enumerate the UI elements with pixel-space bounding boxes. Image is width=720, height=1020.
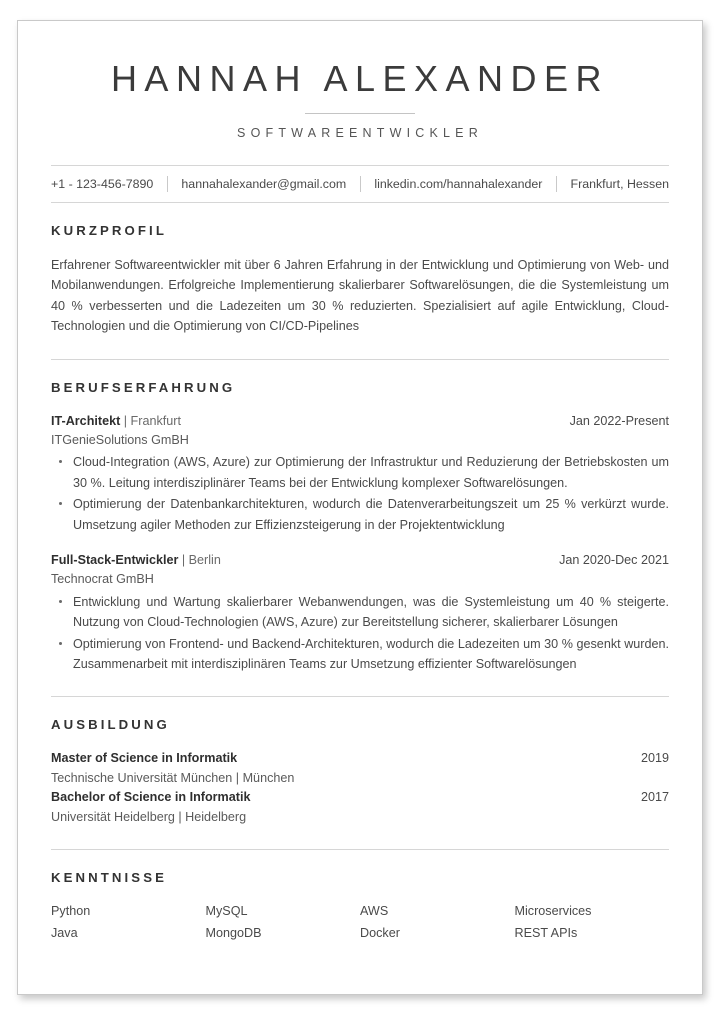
- contact-linkedin[interactable]: linkedin.com/hannahalexander: [374, 177, 543, 192]
- experience-bullet: Entwicklung und Wartung skalierbarer Webanwendungen, was die Systemleistung um 40 % steigerte. Nutzung von Cloud-Technologien (AWS, Azure) zur Bereitstellung sicherer, skalierbarer Lösungen: [51, 592, 669, 633]
- education-school: Technische Universität München | München: [51, 770, 295, 785]
- experience-company: Technocrat GmBH: [51, 571, 154, 586]
- experience-entry-header: [51, 412, 669, 431]
- education-entry-header: [51, 749, 669, 769]
- section-experience: [51, 360, 669, 675]
- education-degree: Master of Science in Informatik: [51, 751, 238, 766]
- resume-header: [51, 21, 669, 141]
- summary-text: Erfahrener Softwareentwickler mit über 6 Jahren Erfahrung in der Entwicklung und Optimierung von Web- und Mobilanwendungen. Erfolgreiche Implementierung skalierbarer Softwarelösungen, die die Systemleistung um 40 % verbesserten und die Ladezeiten um 30 % reduzierten. Spezialisiert auf agile Entwicklung, Cloud-Technologien und die Optimierung von CI/CD-Pipelines: [51, 258, 669, 334]
- skill-item: MongoDB: [205, 926, 262, 941]
- section-skills: [51, 850, 669, 943]
- experience-bullet: Optimierung von Frontend- und Backend-Architekturen, wodurch die Ladezeiten um 30 % gesenkt wurden. Zusammenarbeit mit interdisziplinären Teams zur Umsetzung effizienter Softwarelösungen: [51, 634, 669, 675]
- section-title-summary: KURZPROFIL: [51, 223, 167, 239]
- experience-location: | Berlin: [181, 552, 221, 567]
- education-entry: [51, 788, 669, 827]
- experience-role: Full-Stack-Entwickler: [51, 552, 179, 567]
- skill-item: REST APIs: [514, 926, 578, 941]
- header-accent-rule: [305, 113, 415, 114]
- experience-bullet: Optimierung der Datenbankarchitekturen, wodurch die Datenverarbeitungszeit um 25 % verkürzt wurde. Umsetzung agiler Methoden zur Effizienzsteigerung in der Projektentwicklung: [51, 494, 669, 535]
- education-year: 2019: [640, 751, 669, 766]
- section-title-education: AUSBILDUNG: [51, 717, 170, 733]
- experience-entry: [51, 551, 669, 674]
- experience-role-line: [51, 412, 181, 431]
- skills-grid: [51, 902, 669, 943]
- skill-item: MySQL: [205, 904, 248, 919]
- contact-phone[interactable]: +1 - 123-456-7890: [51, 177, 154, 192]
- experience-entry: [51, 412, 669, 535]
- skill-item: Docker: [360, 926, 400, 941]
- skill-item: Microservices: [514, 904, 592, 919]
- experience-date: Jan 2022-Present: [569, 413, 669, 428]
- skill-item: Java: [51, 926, 78, 941]
- skill-item: AWS: [360, 904, 389, 919]
- education-entry-header: [51, 788, 669, 808]
- section-education: [51, 697, 669, 827]
- contact-location: Frankfurt, Hessen: [570, 177, 669, 192]
- contact-bar: [51, 165, 669, 203]
- experience-location: | Frankfurt: [123, 413, 181, 428]
- skill-item: Python: [51, 904, 91, 919]
- experience-company: ITGenieSolutions GmBH: [51, 432, 189, 447]
- candidate-job-title: SOFTWAREENTWICKLER: [237, 126, 483, 141]
- experience-date: Jan 2020-Dec 2021: [559, 552, 669, 567]
- experience-bullet-list: [51, 452, 669, 535]
- contact-divider: [360, 176, 361, 192]
- section-title-experience: BERUFSERFAHRUNG: [51, 379, 236, 395]
- education-year: 2017: [640, 790, 669, 805]
- education-school: Universität Heidelberg | Heidelberg: [51, 809, 247, 824]
- contact-email[interactable]: hannahalexander@gmail.com: [181, 177, 347, 192]
- section-summary: [51, 203, 669, 337]
- experience-bullet-list: [51, 592, 669, 675]
- contact-divider: [167, 176, 168, 192]
- candidate-name: HANNAH ALEXANDER: [110, 58, 610, 99]
- experience-role-line: [51, 551, 221, 570]
- experience-bullet: Cloud-Integration (AWS, Azure) zur Optimierung der Infrastruktur und Reduzierung der Betriebskosten um 30 %. Leitung interdisziplinärer Teams bei der Entwicklung komplexer Softwarelösungen.: [51, 452, 669, 493]
- education-degree: Bachelor of Science in Informatik: [51, 790, 251, 805]
- contact-divider: [556, 176, 557, 192]
- resume-page: [17, 20, 703, 995]
- experience-role: IT-Architekt: [51, 413, 121, 428]
- education-entry: [51, 749, 669, 788]
- section-title-skills: KENNTNISSE: [51, 870, 167, 886]
- experience-entry-header: [51, 551, 669, 570]
